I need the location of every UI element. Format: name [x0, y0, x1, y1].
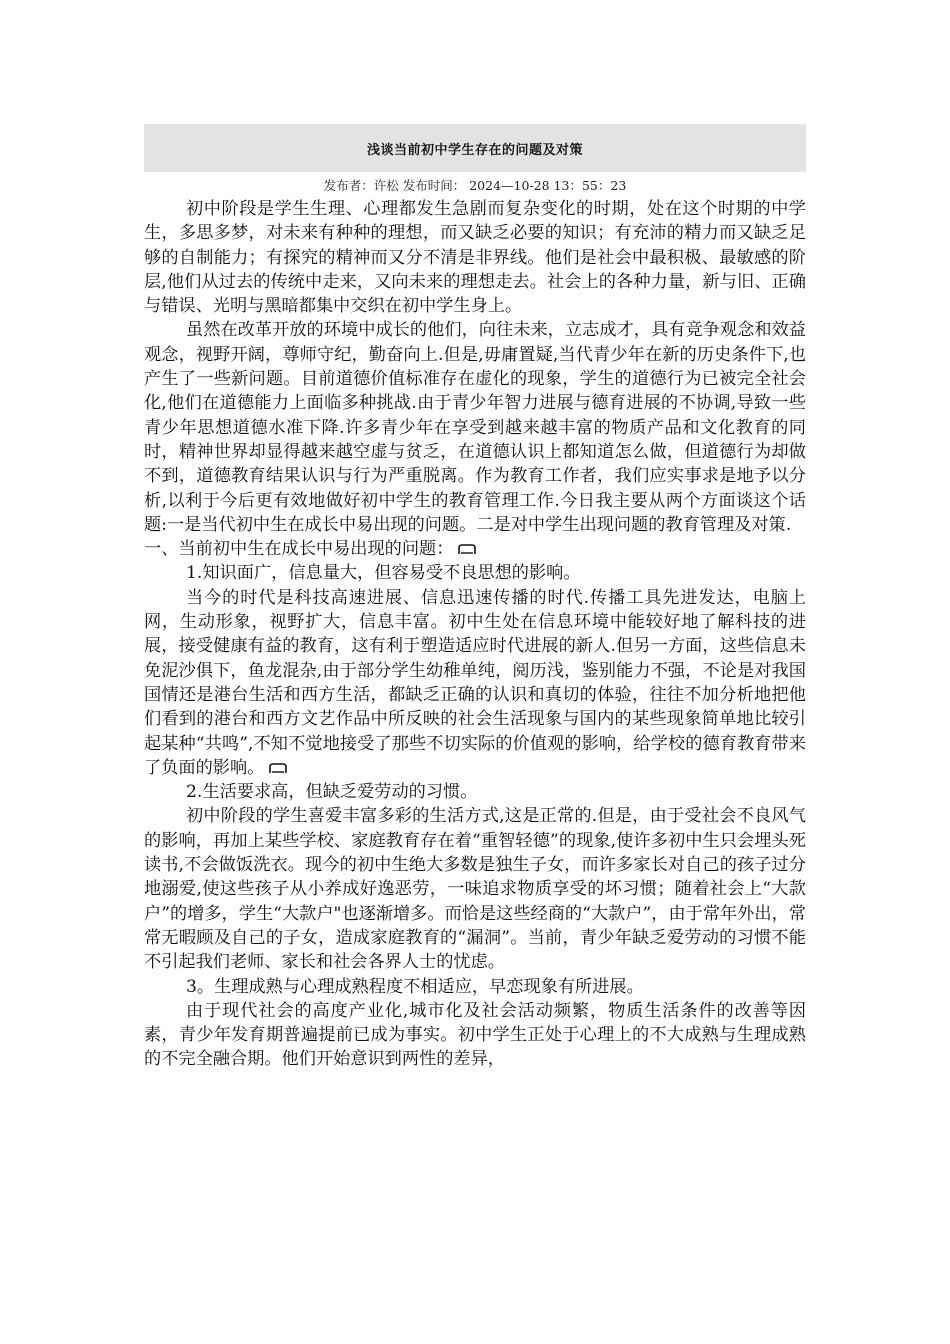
title-bar [144, 124, 806, 172]
paragraph: 初中阶段的学生喜爱丰富多彩的生活方式,这是正常的.但是，由于受社会不良风气的影响，再加上某些学校、家庭教育存在着“重智轻德”的现象,使许多初中生只会埋头死读书,不会做饭洗衣。现今的初中生绝大多数是独生子女，而许多家长对自己的孩子过分地溺爱,使这些孩子从小养成好逸恶劳，一味追求物质享受的坏习惯；随着社会上“大款户”的增多，学生“大款户"也逐渐增多。而恰是这些经商的“大款户”，由于常年外出，常常无暇顾及自己的子女，造成家庭教育的“漏洞”。当前，青少年缺乏爱劳动的习惯不能不引起我们老师、家长和社会各界人士的忧虑。 [144, 806, 806, 973]
footnote-mark-icon [268, 763, 288, 774]
author-name: 许松 [373, 178, 399, 193]
subheading: 2.生活要求高，但缺乏爱劳动的习惯。 [186, 782, 478, 803]
subheading: 1.知识面广，信息量大，但容易受不良思想的影响。 [186, 563, 581, 584]
article-body [144, 197, 806, 1072]
publish-info [144, 176, 806, 194]
paragraph: 初中阶段是学生生理、心理都发生急剧而复杂变化的时期，处在这个时期的中学生，多思多梦，对未来有种种的理想，而又缺乏必要的知识；有充沛的精力而又缺乏足够的自制能力；有探究的精神而又分不清是非界线。他们是社会中最积极、最敏感的阶层,他们从过去的传统中走来，又向未来的理想走去。社会上的各种力量，新与旧、正确与错误、光明与黑暗都集中交织在初中学生身上。 [144, 199, 806, 317]
section-heading: 一、当前初中生在成长中易出现的问题： [144, 537, 806, 561]
paragraph: 由于现代社会的高度产业化,城市化及社会活动频繁，物质生活条件的改善等因素，青少年发育期普遍提前已成为事实。初中学生正处于心理上的不大成熟与生理成熟的不完全融合期。他们开始意识到两性的差异， [144, 1000, 806, 1070]
publish-time-label: 发布时间： [402, 178, 466, 193]
page-title: 浅谈当前初中学生存在的问题及对策 [366, 142, 583, 158]
publish-time: 2024—10-28 13：55：23 [469, 178, 627, 193]
footnote-mark-icon [457, 544, 477, 555]
subheading: 3。生理成熟与心理成熟程度不相适应，早恋现象有所进展。 [186, 976, 644, 997]
paragraph: 当今的时代是科技高速进展、信息迅速传播的时代.传播工具先进发达，电脑上网，生动形象，视野扩大，信息丰富。初中生处在信息环境中能较好地了解科技的进展，接受健康有益的教育，这有利于塑造适应时代进展的新人.但另一方面，这些信息未免泥沙俱下，鱼龙混杂,由于部分学生幼稚单纯，阅历浅，鉴别能力不强，不论是对我国国情还是港台生活和西方生活，都缺乏正确的认识和真切的体验，往往不加分析地把他们看到的港台和西方文艺作品中所反映的社会生活现象与国内的某些现象简单地比较引起某种“共鸣”,不知不觉地接受了那些不切实际的价值观的影响，给学校的德育教育带来了负面的影响。 [144, 587, 806, 778]
paragraph: 虽然在改革开放的环境中成长的他们，向往未来，立志成才，具有竞争观念和效益观念，视野开阔，尊师守纪，勤奋向上.但是,毋庸置疑,当代青少年在新的历史条件下,也产生了一些新问题。目前道德价值标准存在虚化的现象，学生的道德行为已被完全社会化,他们在道德能力上面临多种挑战.由于青少年智力进展与德育进展的不协调,导致一些青少年思想道德水准下降.许多青少年在享受到越来越丰富的物质产品和文化教育的同时，精神世界却显得越来越空虚与贫乏，在道德认识上都知道怎么做，但道德行为却做不到，道德教育结果认识与行为严重脱离。作为教育工作者，我们应实事求是地予以分析,以利于今后更有效地做好初中学生的教育管理工作.今日我主要从两个方面谈这个话题:一是当代初中生在成长中易出现的问题。二是对中学生出现问题的教育管理及对策. [144, 320, 806, 535]
author-label: 发布者： [323, 178, 374, 193]
